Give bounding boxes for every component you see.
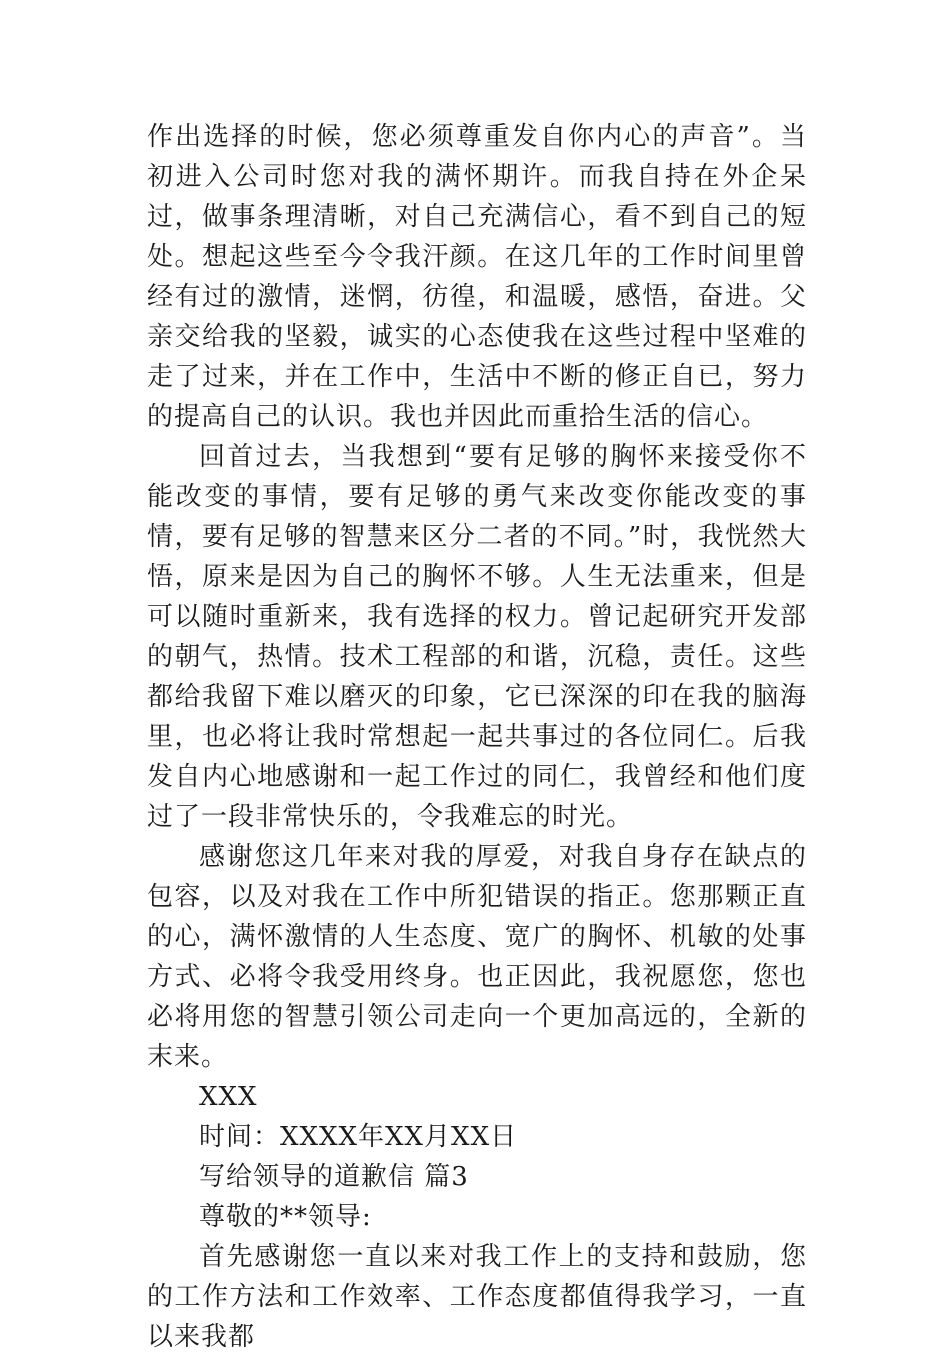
date-line: 时间：XXXX年XX月XX日	[199, 1122, 518, 1152]
document-body	[147, 117, 807, 1357]
paragraph-2: 回首过去，当我想到“要有足够的胸怀来接受你不能改变的事情，要有足够的勇气来改变你能改变的事情，要有足够的智慧来区分二者的不同。”时，我恍然大悟，原来是因为自己的胸怀不够。人生无法重来，但是可以随时重新来，我有选择的权力。曾记起研究开发部的朝气，热情。技术工程部的和谐，沉稳，责任。这些都给我留下难以磨灭的印象，它已深深的印在我的脑海里，也必将让我时常想起一起共事过的各位同仁。后我发自内心地感谢和一起工作过的同仁，我曾经和他们度过了一段非常快乐的，令我难忘的时光。	[147, 442, 807, 832]
section-title: 写给领导的道歉信 篇3	[199, 1162, 469, 1192]
paragraph-3: 感谢您这几年来对我的厚爱，对我自身存在缺点的包容，以及对我在工作中所犯错误的指正。您那颗正直的心，满怀激情的人生态度、宽广的胸怀、机敏的处事方式、必将令我受用终身。也正因此，我祝愿您，您也必将用您的智慧引领公司走向一个更加高远的，全新的末来。	[147, 842, 807, 1072]
final-paragraph: 首先感谢您一直以来对我工作上的支持和鼓励，您的工作方法和工作效率、工作态度都值得我学习，一直以来我都	[147, 1242, 807, 1352]
salutation: 尊敬的**领导:	[199, 1202, 372, 1232]
paragraph-1: 作出选择的时候，您必须尊重发自你内心的声音”。当初进入公司时您对我的满怀期许。而我自持在外企呆过，做事条理清晰，对自己充满信心，看不到自己的短处。想起这些至今令我汗颜。在这几年的工作时间里曾经有过的激情，迷惘，彷徨，和温暖，感悟，奋进。父亲交给我的坚毅，诚实的心态使我在这些过程中坚难的走了过来，并在工作中，生活中不断的修正自已，努力的提高自己的认识。我也并因此而重拾生活的信心。	[147, 122, 807, 432]
signature: XXX	[199, 1082, 258, 1112]
